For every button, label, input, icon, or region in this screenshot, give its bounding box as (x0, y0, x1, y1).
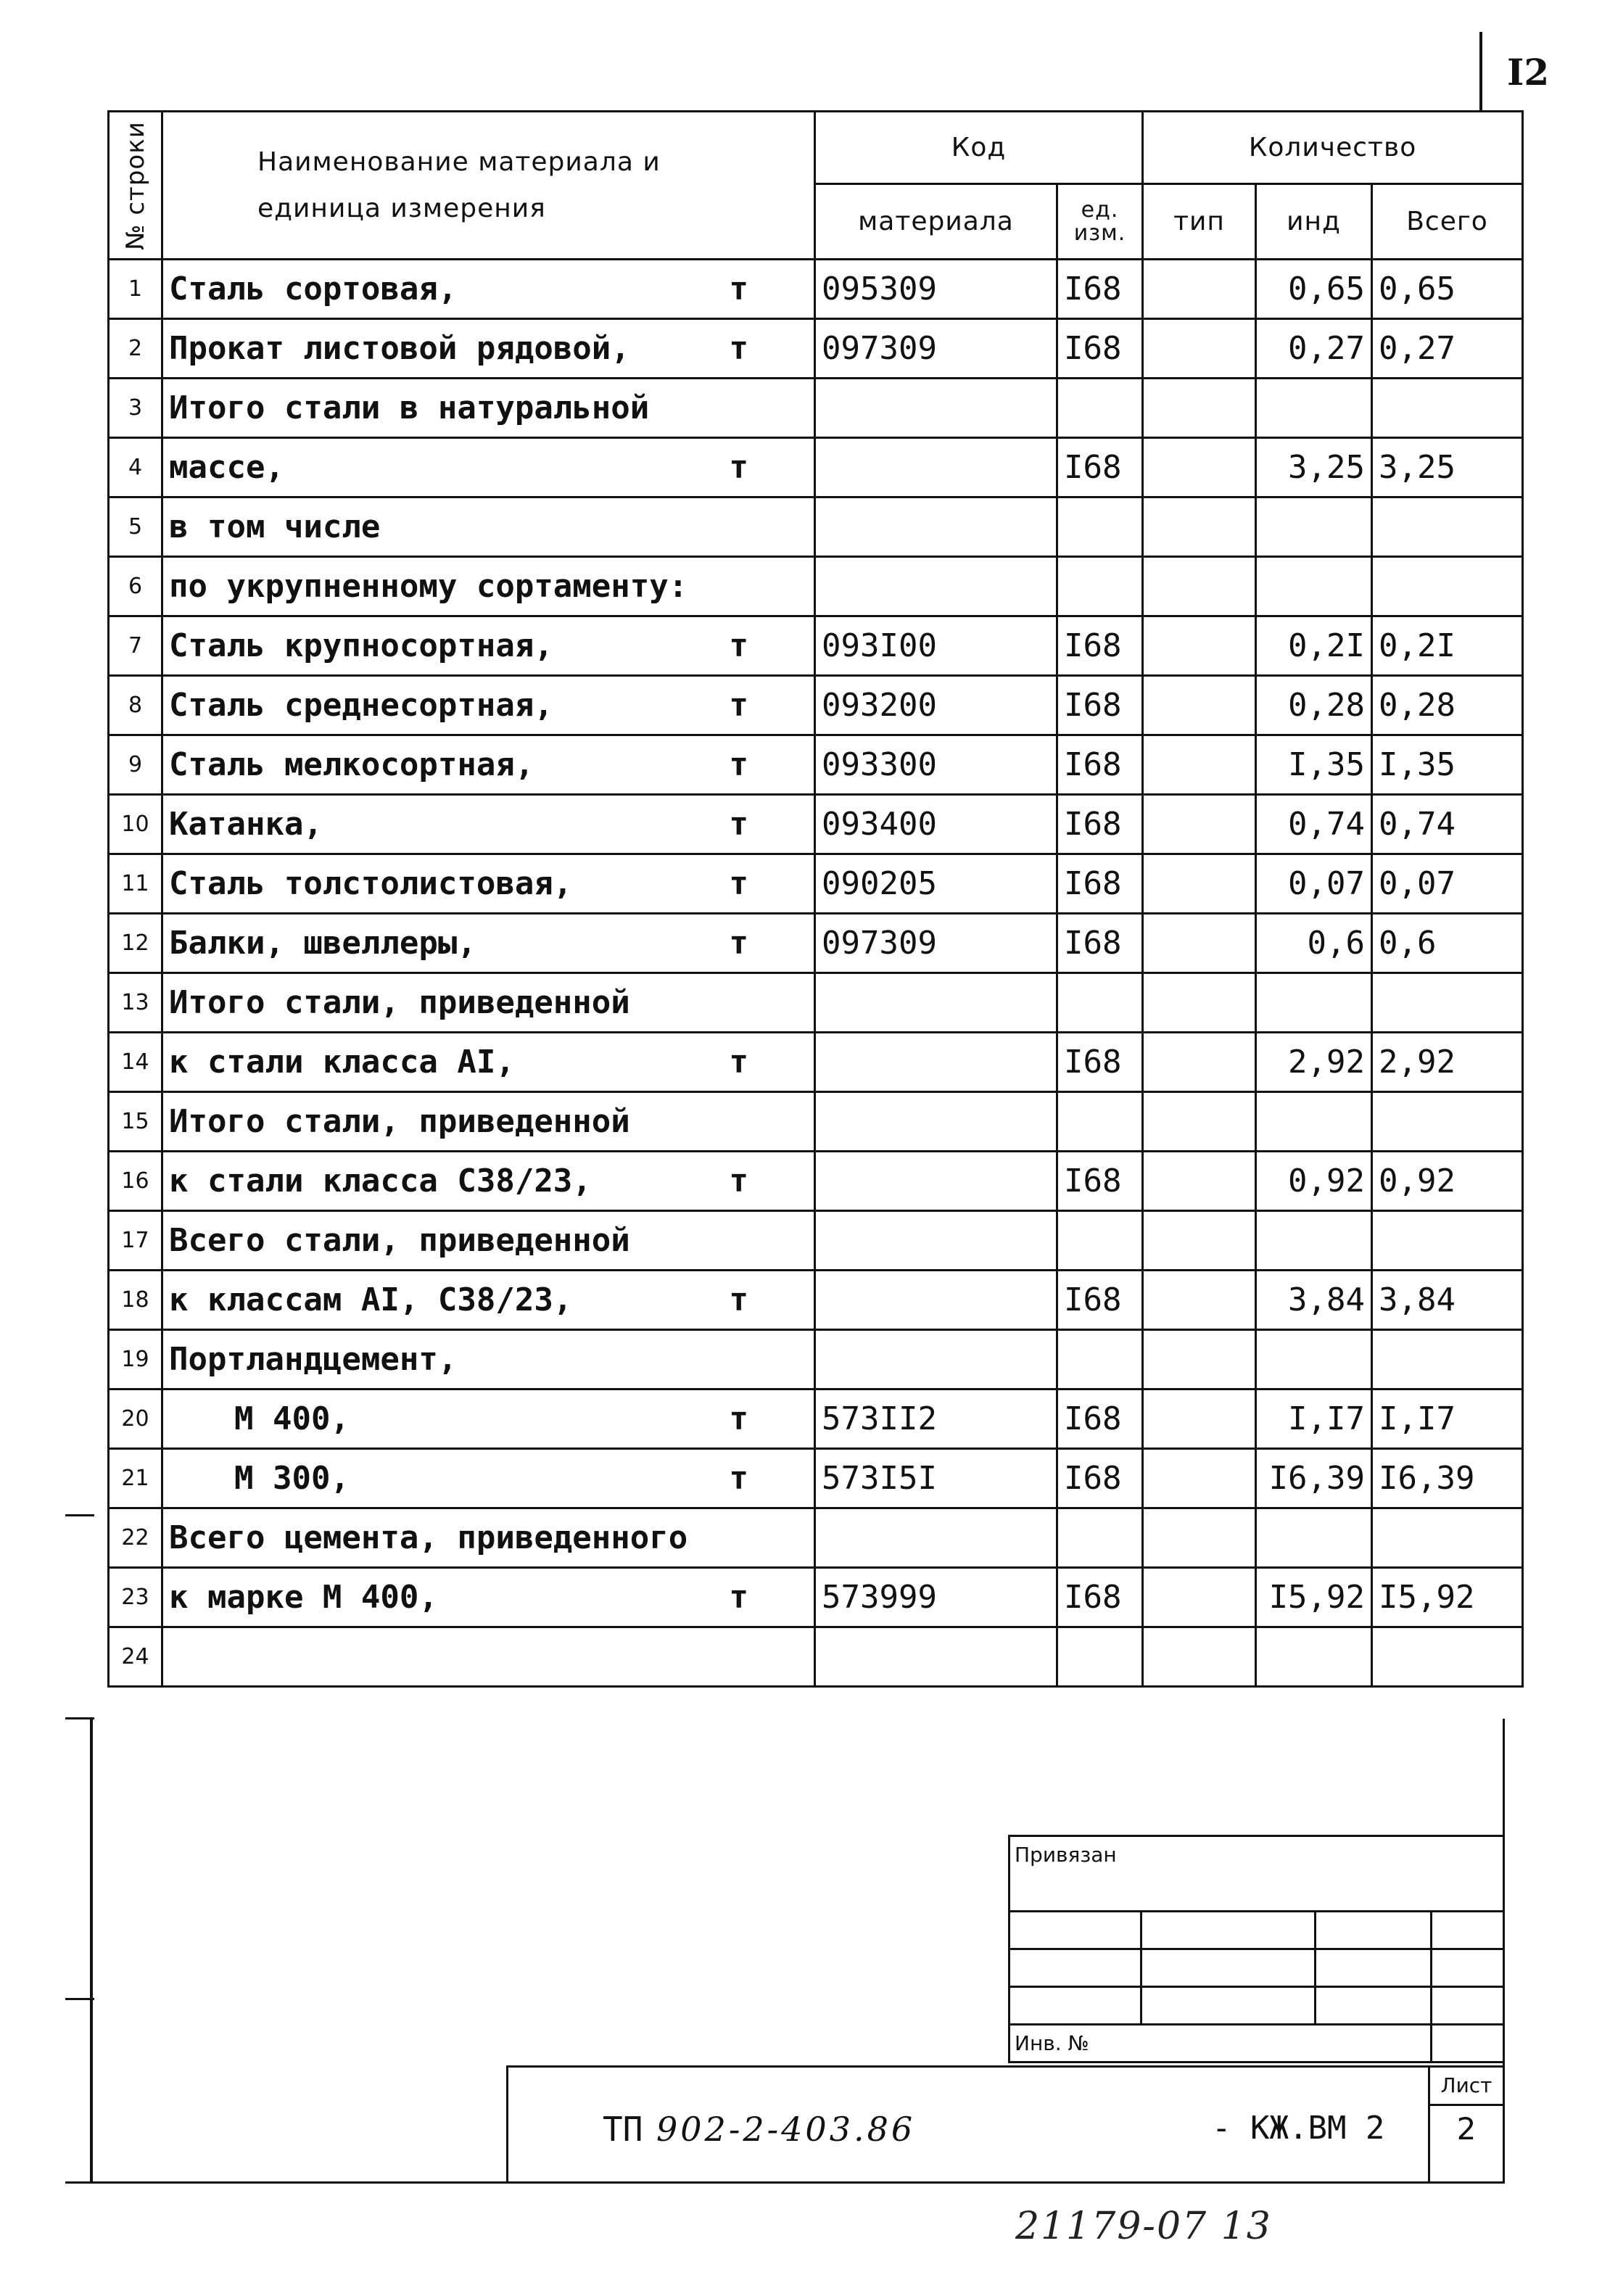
row-number: 3 (109, 379, 162, 438)
material-name (162, 1152, 815, 1211)
material-name-text: Сталь среднесортная, (169, 687, 553, 724)
header-qty-total: Всего (1372, 184, 1523, 260)
unit-code: I68 (1057, 735, 1143, 795)
material-name-text: по укрупненному сортаменту: (169, 568, 688, 605)
material-name (162, 854, 815, 914)
row-number: 8 (109, 676, 162, 735)
table-row (109, 1152, 1523, 1211)
material-code: 097309 (815, 914, 1057, 973)
qty-type (1143, 1271, 1256, 1330)
material-name (162, 795, 815, 854)
qty-type (1143, 379, 1256, 438)
measure-unit: т (729, 271, 748, 307)
unit-code: I68 (1057, 260, 1143, 319)
handwritten-note: 21179-07 13 (1015, 2205, 1272, 2248)
table-row (109, 914, 1523, 973)
material-code: 093200 (815, 676, 1057, 735)
document-suffix: - КЖ.ВМ 2 (1212, 2110, 1385, 2147)
unit-code (1057, 557, 1143, 616)
qty-ind: I,I7 (1256, 1389, 1372, 1449)
qty-ind (1256, 1627, 1372, 1687)
table-row (109, 1389, 1523, 1449)
qty-total (1372, 1508, 1523, 1568)
title-block (506, 2065, 1503, 2181)
table-row (109, 1627, 1523, 1687)
corner-mark (1479, 32, 1482, 110)
qty-type (1143, 1330, 1256, 1389)
unit-code: I68 (1057, 795, 1143, 854)
material-code (815, 1508, 1057, 1568)
qty-type (1143, 914, 1256, 973)
document-code: ТП 902-2-403.86 (603, 2110, 916, 2149)
material-name (162, 1033, 815, 1092)
material-name (162, 1211, 815, 1271)
row-number: 18 (109, 1271, 162, 1330)
material-name-text: Всего стали, приведенной (169, 1222, 630, 1259)
material-code (815, 1211, 1057, 1271)
row-number: 17 (109, 1211, 162, 1271)
measure-unit: т (729, 865, 748, 902)
measure-unit: т (729, 627, 748, 664)
unit-code: I68 (1057, 854, 1143, 914)
table-row (109, 1449, 1523, 1508)
qty-type (1143, 1508, 1256, 1568)
material-code (815, 497, 1057, 557)
table-row (109, 795, 1523, 854)
measure-unit: т (729, 449, 748, 486)
material-code: 573I5I (815, 1449, 1057, 1508)
material-code (815, 438, 1057, 497)
unit-code (1057, 973, 1143, 1033)
measure-unit: т (729, 687, 748, 724)
measure-unit: т (729, 330, 748, 367)
row-number: 24 (109, 1627, 162, 1687)
qty-ind: 3,25 (1256, 438, 1372, 497)
material-name (162, 616, 815, 676)
qty-ind: 0,6 (1256, 914, 1372, 973)
header-qty-type: тип (1143, 184, 1256, 260)
unit-code: I68 (1057, 1389, 1143, 1449)
qty-total: 3,25 (1372, 438, 1523, 497)
row-number: 13 (109, 973, 162, 1033)
qty-ind (1256, 1508, 1372, 1568)
unit-code (1057, 497, 1143, 557)
qty-type (1143, 1627, 1256, 1687)
measure-unit: т (729, 746, 748, 783)
row-number: 15 (109, 1092, 162, 1152)
table-row (109, 1568, 1523, 1627)
material-name (162, 973, 815, 1033)
material-name-text: Итого стали, приведенной (169, 1103, 630, 1140)
material-code: 097309 (815, 319, 1057, 379)
qty-ind: I5,92 (1256, 1568, 1372, 1627)
material-name (162, 676, 815, 735)
material-name-text: к классам AI, С38/23, (169, 1281, 573, 1318)
qty-total: I,I7 (1372, 1389, 1523, 1449)
unit-code: I68 (1057, 1271, 1143, 1330)
qty-total: I,35 (1372, 735, 1523, 795)
qty-total: I5,92 (1372, 1568, 1523, 1627)
material-name (162, 1449, 815, 1508)
page-number: I2 (1507, 51, 1550, 94)
unit-code: I68 (1057, 914, 1143, 973)
material-code (815, 557, 1057, 616)
material-name (162, 319, 815, 379)
material-name (162, 914, 815, 973)
material-name-text: Прокат листовой рядовой, (169, 330, 630, 367)
qty-total (1372, 1627, 1523, 1687)
material-name (162, 735, 815, 795)
material-name (162, 497, 815, 557)
material-code (815, 973, 1057, 1033)
row-number: 1 (109, 260, 162, 319)
material-code (815, 1152, 1057, 1211)
qty-type (1143, 1568, 1256, 1627)
material-name (162, 1271, 815, 1330)
qty-ind (1256, 1330, 1372, 1389)
row-number: 6 (109, 557, 162, 616)
qty-ind: 2,92 (1256, 1033, 1372, 1092)
row-number: 11 (109, 854, 162, 914)
table-row (109, 260, 1523, 319)
frame-border (90, 1719, 93, 2183)
material-name-text: к стали класса AI, (169, 1044, 515, 1081)
qty-total: 0,6 (1372, 914, 1523, 973)
header-quantity: Количество (1143, 112, 1523, 184)
material-name-text: Сталь толстолистовая, (169, 865, 573, 902)
qty-total (1372, 973, 1523, 1033)
material-name-text: Сталь сортовая, (169, 271, 458, 307)
qty-total: 0,28 (1372, 676, 1523, 735)
qty-total (1372, 557, 1523, 616)
table-row (109, 319, 1523, 379)
material-name (162, 1508, 815, 1568)
material-code (815, 1627, 1057, 1687)
qty-total (1372, 379, 1523, 438)
qty-total: 2,92 (1372, 1033, 1523, 1092)
qty-ind: 0,74 (1256, 795, 1372, 854)
table-row (109, 676, 1523, 735)
qty-type (1143, 497, 1256, 557)
material-name-text: Всего цемента, приведенного (169, 1519, 688, 1556)
qty-type (1143, 676, 1256, 735)
row-number: 9 (109, 735, 162, 795)
qty-type (1143, 1152, 1256, 1211)
unit-code (1057, 1627, 1143, 1687)
row-number: 5 (109, 497, 162, 557)
row-number: 4 (109, 438, 162, 497)
header-qty-ind: инд (1256, 184, 1372, 260)
margin-mark (65, 1514, 94, 1516)
material-name-text: в том числе (169, 508, 381, 545)
measure-unit: т (729, 925, 748, 962)
row-number: 22 (109, 1508, 162, 1568)
table-row (109, 557, 1523, 616)
table-row (109, 973, 1523, 1033)
measure-unit: т (729, 1579, 748, 1616)
qty-ind: 0,65 (1256, 260, 1372, 319)
material-name-text: Итого стали, приведенной (169, 984, 630, 1021)
qty-type (1143, 1449, 1256, 1508)
material-name (162, 379, 815, 438)
table-row (109, 1330, 1523, 1389)
unit-code: I68 (1057, 1568, 1143, 1627)
qty-type (1143, 319, 1256, 379)
unit-code (1057, 1508, 1143, 1568)
table-row (109, 854, 1523, 914)
qty-ind: 3,84 (1256, 1271, 1372, 1330)
qty-total: 0,2I (1372, 616, 1523, 676)
row-number: 2 (109, 319, 162, 379)
measure-unit: т (729, 1400, 748, 1437)
unit-code: I68 (1057, 616, 1143, 676)
qty-type (1143, 973, 1256, 1033)
qty-ind: 0,2I (1256, 616, 1372, 676)
qty-total (1372, 1330, 1523, 1389)
qty-total (1372, 1211, 1523, 1271)
qty-ind: I6,39 (1256, 1449, 1372, 1508)
header-material-name: Наименование материала и единица измерения (162, 112, 815, 260)
qty-total: 0,92 (1372, 1152, 1523, 1211)
qty-ind (1256, 1092, 1372, 1152)
sheet-number: 2 (1456, 2111, 1477, 2147)
header-code-unit: ед. изм. (1057, 184, 1143, 260)
material-code (815, 1092, 1057, 1152)
material-code: 093300 (815, 735, 1057, 795)
materials-table (107, 110, 1524, 1688)
qty-ind: 0,07 (1256, 854, 1372, 914)
qty-ind: 0,27 (1256, 319, 1372, 379)
material-name-text: Итого стали в натуральной (169, 389, 650, 426)
qty-total: 0,07 (1372, 854, 1523, 914)
header-row-number: № строки (109, 112, 162, 260)
qty-ind: 0,28 (1256, 676, 1372, 735)
qty-type (1143, 1033, 1256, 1092)
header-code: Код (815, 112, 1143, 184)
qty-type (1143, 438, 1256, 497)
unit-code (1057, 379, 1143, 438)
measure-unit: т (729, 1044, 748, 1081)
qty-type (1143, 735, 1256, 795)
material-name (162, 557, 815, 616)
measure-unit: т (729, 1281, 748, 1318)
qty-type (1143, 260, 1256, 319)
qty-total: 3,84 (1372, 1271, 1523, 1330)
row-number: 14 (109, 1033, 162, 1092)
qty-ind: I,35 (1256, 735, 1372, 795)
header-code-material: материала (815, 184, 1057, 260)
qty-total (1372, 497, 1523, 557)
table-row (109, 497, 1523, 557)
material-name (162, 438, 815, 497)
row-number: 10 (109, 795, 162, 854)
table-row (109, 1211, 1523, 1271)
qty-total: 0,65 (1372, 260, 1523, 319)
material-name (162, 1389, 815, 1449)
qty-ind (1256, 973, 1372, 1033)
table-row (109, 1092, 1523, 1152)
material-name-text: Сталь крупносортная, (169, 627, 553, 664)
material-name (162, 260, 815, 319)
qty-total: I6,39 (1372, 1449, 1523, 1508)
qty-ind (1256, 557, 1372, 616)
qty-type (1143, 1211, 1256, 1271)
material-name-text: массе, (169, 449, 284, 486)
qty-type (1143, 1092, 1256, 1152)
row-number: 16 (109, 1152, 162, 1211)
unit-code (1057, 1092, 1143, 1152)
qty-ind (1256, 497, 1372, 557)
qty-type (1143, 795, 1256, 854)
qty-total: 0,27 (1372, 319, 1523, 379)
material-name-text: М 300, (234, 1460, 350, 1497)
qty-type (1143, 616, 1256, 676)
unit-code (1057, 1330, 1143, 1389)
table-row (109, 616, 1523, 676)
qty-type (1143, 1389, 1256, 1449)
material-name (162, 1092, 815, 1152)
unit-code: I68 (1057, 1033, 1143, 1092)
qty-total: 0,74 (1372, 795, 1523, 854)
unit-code: I68 (1057, 319, 1143, 379)
material-name (162, 1568, 815, 1627)
binding-stamp (1008, 1835, 1505, 2063)
material-code: 090205 (815, 854, 1057, 914)
bound-label: Привязан (1009, 1836, 1504, 1912)
table-row (109, 1508, 1523, 1568)
row-number: 20 (109, 1389, 162, 1449)
unit-code: I68 (1057, 1449, 1143, 1508)
material-name-text: к марке М 400, (169, 1579, 438, 1616)
row-number: 12 (109, 914, 162, 973)
material-code (815, 1033, 1057, 1092)
inventory-label: Инв. № (1009, 2025, 1432, 2062)
material-code (815, 1271, 1057, 1330)
qty-ind: 0,92 (1256, 1152, 1372, 1211)
unit-code (1057, 1211, 1143, 1271)
unit-code: I68 (1057, 676, 1143, 735)
row-number: 19 (109, 1330, 162, 1389)
material-name-text: Балки, швеллеры, (169, 925, 476, 962)
row-number: 23 (109, 1568, 162, 1627)
table-row (109, 735, 1523, 795)
sheet-label: Лист (1430, 2068, 1503, 2106)
measure-unit: т (729, 806, 748, 843)
sheet-box (1428, 2068, 1503, 2184)
material-code: 093400 (815, 795, 1057, 854)
material-code (815, 379, 1057, 438)
qty-type (1143, 557, 1256, 616)
material-code (815, 1330, 1057, 1389)
material-name-text: Портландцемент, (169, 1341, 458, 1378)
measure-unit: т (729, 1460, 748, 1497)
qty-ind (1256, 1211, 1372, 1271)
table-row (109, 1271, 1523, 1330)
material-code: 095309 (815, 260, 1057, 319)
row-number: 7 (109, 616, 162, 676)
material-name-text: Катанка, (169, 806, 323, 843)
qty-ind (1256, 379, 1372, 438)
material-name (162, 1330, 815, 1389)
qty-total (1372, 1092, 1523, 1152)
material-name (162, 1627, 815, 1687)
table-row (109, 438, 1523, 497)
measure-unit: т (729, 1163, 748, 1199)
material-name-text: М 400, (234, 1400, 350, 1437)
table-row (109, 379, 1523, 438)
material-code: 573II2 (815, 1389, 1057, 1449)
frame-border (65, 2181, 1505, 2184)
unit-code: I68 (1057, 1152, 1143, 1211)
row-number: 21 (109, 1449, 162, 1508)
material-name-text: к стали класса С38/23, (169, 1163, 592, 1199)
qty-type (1143, 854, 1256, 914)
material-code: 093I00 (815, 616, 1057, 676)
material-code: 573999 (815, 1568, 1057, 1627)
unit-code: I68 (1057, 438, 1143, 497)
table-row (109, 1033, 1523, 1092)
material-name-text: Сталь мелкосортная, (169, 746, 534, 783)
